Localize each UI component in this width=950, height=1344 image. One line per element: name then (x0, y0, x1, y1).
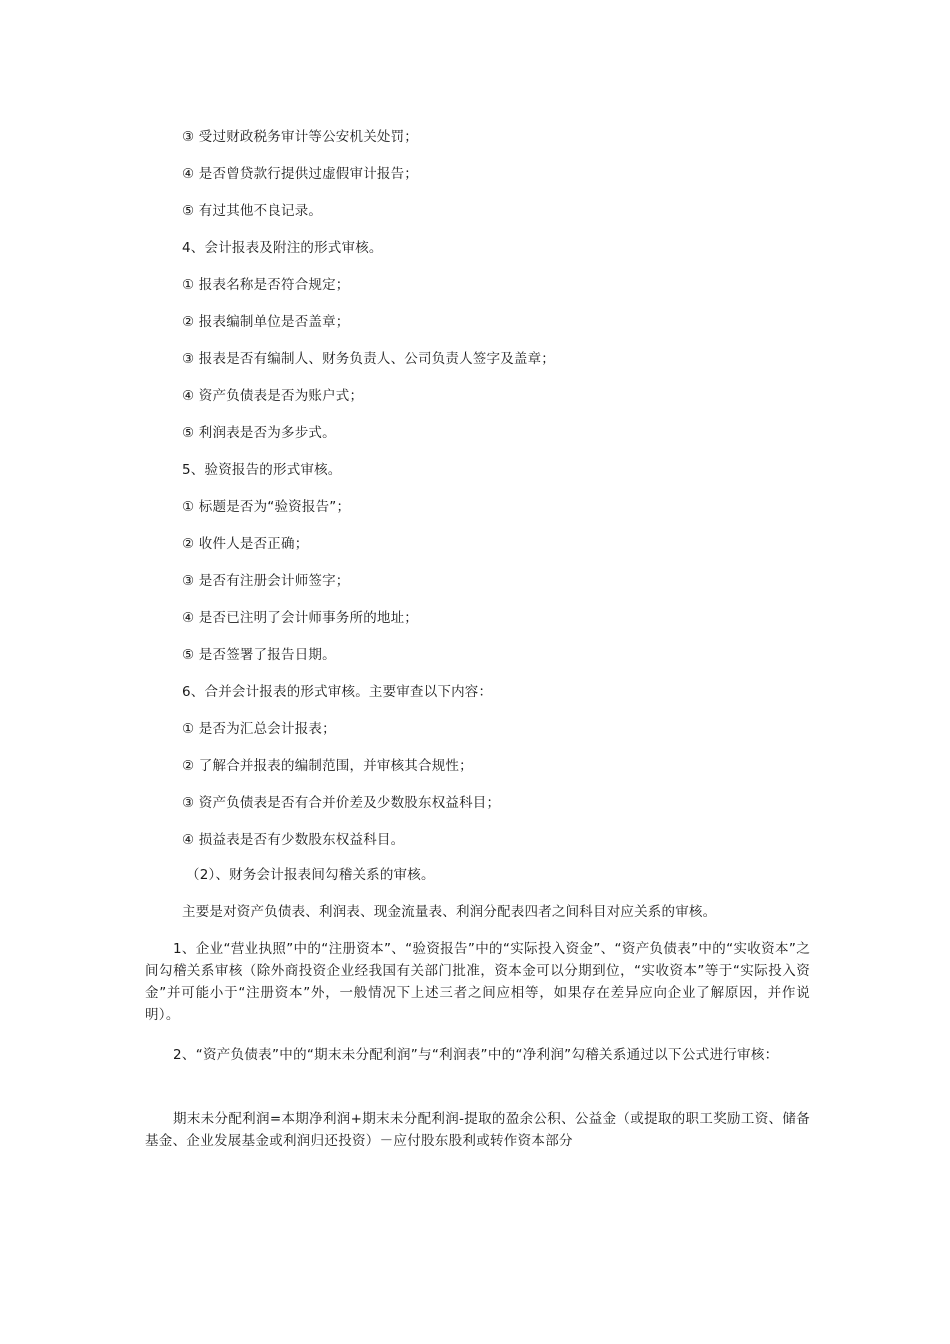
list-item: ① 报表名称是否符合规定； (182, 277, 350, 293)
paragraph: 2、“资产负债表”中的“期末未分配利润”与“利润表”中的“净利润”勾稽关系通过以下公式进行审核： (173, 1047, 779, 1063)
section-heading: （2）、财务会计报表间勾稽关系的审核。 (186, 867, 435, 883)
list-item: ① 是否为汇总会计报表； (182, 721, 336, 737)
list-item: ⑤ 是否签署了报告日期。 (182, 647, 336, 663)
list-item: ③ 是否有注册会计师签字； (182, 573, 350, 589)
section-heading: 6、合并会计报表的形式审核。主要审查以下内容： (182, 684, 493, 700)
section-heading: 5、验资报告的形式审核。 (182, 462, 342, 478)
list-item: ③ 资产负债表是否有合并价差及少数股东权益科目； (182, 795, 501, 811)
section-heading: 4、会计报表及附注的形式审核。 (182, 240, 383, 256)
list-item: ④ 是否已注明了会计师事务所的地址； (182, 610, 418, 626)
list-item: ⑤ 有过其他不良记录。 (182, 203, 323, 219)
paragraph: 1、企业“营业执照”中的“注册资本”、“验资报告”中的“实际投入资金”、“资产负债表”中的“实收资本”之间勾稽关系审核（除外商投资企业经我国有关部门批准，资本金可以分期到位，“实收资本”等于“实际投入资金”并可能小于“注册资本”外，一般情况下上述三者之间应相等，如果存在差异应向企业了解原因，并作说明）。 (145, 941, 810, 1023)
list-item: ② 了解合并报表的编制范围，并审核其合规性； (182, 758, 473, 774)
list-item: ① 标题是否为“验资报告”； (182, 499, 351, 515)
list-item: ⑤ 利润表是否为多步式。 (182, 425, 336, 441)
list-item: ② 报表编制单位是否盖章； (182, 314, 350, 330)
list-item: ④ 是否曾贷款行提供过虚假审计报告； (182, 166, 418, 182)
list-item: ③ 受过财政税务审计等公安机关处罚； (182, 129, 418, 145)
paragraph: 期末未分配利润=本期净利润+期末未分配利润-提取的盈余公积、公益金（或提取的职工奖励工资、储备基金、企业发展基金或利润归还投资）－应付股东股利或转作资本部分 (145, 1111, 810, 1149)
list-item: ② 收件人是否正确； (182, 536, 309, 552)
paragraph-line: 主要是对资产负债表、利润表、现金流量表、利润分配表四者之间科目对应关系的审核。 (182, 904, 717, 920)
list-item: ④ 资产负债表是否为账户式； (182, 388, 364, 404)
list-item: ③ 报表是否有编制人、财务负责人、公司负责人签字及盖章； (182, 351, 555, 367)
list-item: ④ 损益表是否有少数股东权益科目。 (182, 832, 405, 848)
